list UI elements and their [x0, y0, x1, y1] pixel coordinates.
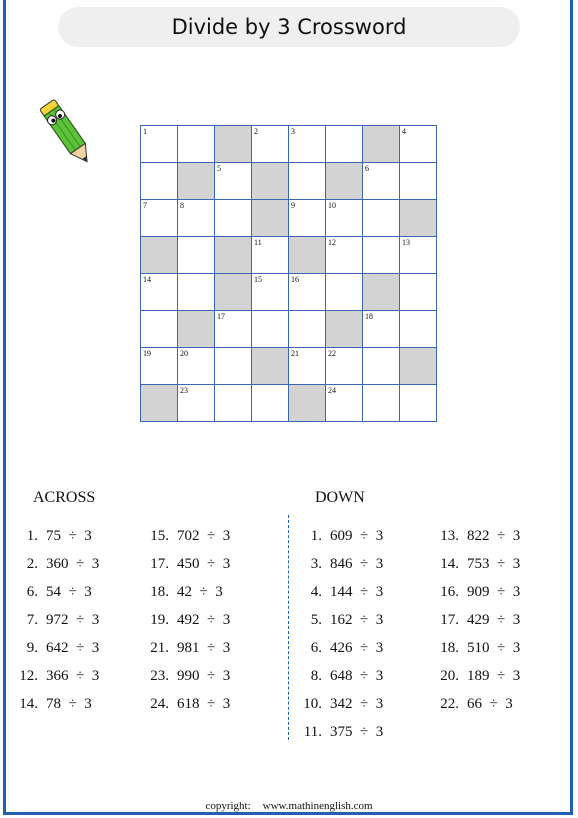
column-divider: [288, 515, 289, 740]
clue-expression: 366 ÷ 3: [46, 668, 100, 684]
clue-number: 20.: [440, 668, 459, 684]
grid-cell[interactable]: [363, 200, 400, 237]
clue-expression: 144 ÷ 3: [330, 584, 384, 600]
cell-number: 7: [143, 201, 147, 210]
clue-expression: 429 ÷ 3: [467, 612, 521, 628]
cell-number: 2: [254, 127, 258, 136]
grid-cell[interactable]: [326, 385, 363, 422]
clue-item: [12, 696, 92, 713]
clue-expression: 618 ÷ 3: [177, 696, 231, 712]
shaded-cell: [400, 200, 437, 237]
clue-number: 14.: [440, 556, 459, 572]
grid-cell[interactable]: [215, 311, 252, 348]
grid-cell[interactable]: [400, 237, 437, 274]
clue-expression: 822 ÷ 3: [467, 528, 521, 544]
clue-number: 12.: [19, 668, 38, 684]
grid-cell[interactable]: [289, 200, 326, 237]
clue-number: 2.: [26, 556, 38, 572]
clue-item: [296, 528, 383, 545]
grid-cell[interactable]: [363, 385, 400, 422]
clue-number: 15.: [150, 528, 169, 544]
clue-number: 1.: [310, 528, 322, 544]
clue-item: [296, 696, 383, 713]
clue-number: 16.: [440, 584, 459, 600]
clue-item: [296, 612, 383, 629]
clue-expression: 342 ÷ 3: [330, 696, 384, 712]
clue-item: [433, 612, 520, 629]
clue-number: 3.: [310, 556, 322, 572]
cell-number: 23: [180, 386, 188, 395]
clue-expression: 909 ÷ 3: [467, 584, 521, 600]
title-bar: [58, 7, 520, 47]
clue-expression: 189 ÷ 3: [467, 668, 521, 684]
shaded-cell: [215, 126, 252, 163]
clue-number: 1.: [26, 528, 38, 544]
clue-item: [143, 640, 230, 657]
grid-cell[interactable]: [141, 348, 178, 385]
clue-number: 6.: [26, 584, 38, 600]
clue-expression: 510 ÷ 3: [467, 640, 521, 656]
clue-number: 10.: [303, 696, 322, 712]
shaded-cell: [326, 163, 363, 200]
grid-cell[interactable]: [400, 126, 437, 163]
clue-number: 5.: [310, 612, 322, 628]
cell-number: 11: [254, 238, 262, 247]
cell-number: 15: [254, 275, 262, 284]
grid-cell[interactable]: [289, 311, 326, 348]
footer: [0, 800, 578, 812]
grid-cell[interactable]: [252, 126, 289, 163]
cell-number: 1: [143, 127, 147, 136]
clue-number: 13.: [440, 528, 459, 544]
clue-number: 23.: [150, 668, 169, 684]
cell-number: 20: [180, 349, 188, 358]
shaded-cell: [252, 200, 289, 237]
clue-item: [433, 640, 520, 657]
grid-cell[interactable]: [141, 200, 178, 237]
clue-item: [12, 640, 99, 657]
cell-number: 16: [291, 275, 299, 284]
clue-item: [296, 556, 383, 573]
grid-cell[interactable]: [141, 274, 178, 311]
grid-cell[interactable]: [215, 200, 252, 237]
grid-cell[interactable]: [178, 385, 215, 422]
clue-number: 9.: [26, 640, 38, 656]
grid-cell[interactable]: [178, 237, 215, 274]
cell-number: 5: [217, 164, 221, 173]
clue-expression: 846 ÷ 3: [330, 556, 384, 572]
grid-cell[interactable]: [215, 348, 252, 385]
clue-expression: 426 ÷ 3: [330, 640, 384, 656]
shaded-cell: [215, 274, 252, 311]
copyright-label: copyright:: [205, 800, 251, 812]
clue-expression: 450 ÷ 3: [177, 556, 231, 572]
clue-item: [433, 528, 520, 545]
clue-item: [12, 528, 92, 545]
grid-cell[interactable]: [400, 311, 437, 348]
across-heading: ACROSS: [33, 489, 96, 506]
grid-cell[interactable]: [178, 348, 215, 385]
grid-cell[interactable]: [141, 311, 178, 348]
clue-expression: 981 ÷ 3: [177, 640, 231, 656]
shaded-cell: [289, 237, 326, 274]
grid-cell[interactable]: [363, 311, 400, 348]
shaded-cell: [141, 237, 178, 274]
shaded-cell: [363, 274, 400, 311]
grid-cell[interactable]: [141, 126, 178, 163]
grid-cell[interactable]: [400, 163, 437, 200]
clue-expression: 42 ÷ 3: [177, 584, 223, 600]
clue-number: 19.: [150, 612, 169, 628]
grid-cell[interactable]: [252, 311, 289, 348]
cell-number: 13: [402, 238, 410, 247]
clue-number: 18.: [150, 584, 169, 600]
cell-number: 6: [365, 164, 369, 173]
shaded-cell: [289, 385, 326, 422]
clue-number: 22.: [440, 696, 459, 712]
down-heading: DOWN: [315, 489, 365, 506]
clue-item: [433, 584, 520, 601]
page-title: Divide by 3 Crossword: [171, 15, 407, 39]
pencil-mascot-icon: [38, 92, 96, 174]
clue-item: [433, 696, 513, 713]
clue-expression: 648 ÷ 3: [330, 668, 384, 684]
shaded-cell: [363, 126, 400, 163]
clue-number: 24.: [150, 696, 169, 712]
clue-number: 6.: [310, 640, 322, 656]
clue-expression: 360 ÷ 3: [46, 556, 100, 572]
clue-expression: 54 ÷ 3: [46, 584, 92, 600]
shaded-cell: [178, 311, 215, 348]
clue-number: 21.: [150, 640, 169, 656]
clue-item: [143, 668, 230, 685]
cell-number: 12: [328, 238, 336, 247]
clue-item: [296, 640, 383, 657]
grid-cell[interactable]: [252, 274, 289, 311]
clue-number: 7.: [26, 612, 38, 628]
grid-cell[interactable]: [363, 237, 400, 274]
clue-number: 4.: [310, 584, 322, 600]
shaded-cell: [215, 237, 252, 274]
clue-expression: 702 ÷ 3: [177, 528, 231, 544]
grid-cell[interactable]: [178, 200, 215, 237]
clue-number: 17.: [150, 556, 169, 572]
clue-expression: 375 ÷ 3: [330, 724, 384, 740]
grid-cell[interactable]: [326, 126, 363, 163]
shaded-cell: [252, 348, 289, 385]
grid-cell[interactable]: [215, 163, 252, 200]
grid-cell[interactable]: [178, 274, 215, 311]
clue-item: [12, 556, 99, 573]
clue-item: [143, 528, 230, 545]
clue-item: [296, 584, 383, 601]
cell-number: 4: [402, 127, 406, 136]
grid-cell[interactable]: [363, 348, 400, 385]
clue-expression: 162 ÷ 3: [330, 612, 384, 628]
clue-item: [143, 696, 230, 713]
clue-item: [143, 612, 230, 629]
clue-expression: 492 ÷ 3: [177, 612, 231, 628]
clue-item: [143, 556, 230, 573]
shaded-cell: [400, 348, 437, 385]
clue-expression: 972 ÷ 3: [46, 612, 100, 628]
grid-cell[interactable]: [289, 163, 326, 200]
clue-number: 8.: [310, 668, 322, 684]
cell-number: 22: [328, 349, 336, 358]
clue-expression: 753 ÷ 3: [467, 556, 521, 572]
cell-number: 24: [328, 386, 336, 395]
cell-number: 14: [143, 275, 151, 284]
grid-cell[interactable]: [178, 126, 215, 163]
shaded-cell: [326, 311, 363, 348]
shaded-cell: [252, 163, 289, 200]
clue-item: [433, 668, 520, 685]
cell-number: 3: [291, 127, 295, 136]
grid-cell[interactable]: [363, 163, 400, 200]
clue-expression: 990 ÷ 3: [177, 668, 231, 684]
clue-expression: 609 ÷ 3: [330, 528, 384, 544]
grid-cell[interactable]: [400, 274, 437, 311]
grid-cell[interactable]: [289, 274, 326, 311]
clue-item: [12, 668, 99, 685]
clue-item: [143, 584, 223, 601]
cell-number: 10: [328, 201, 336, 210]
clue-number: 18.: [440, 640, 459, 656]
shaded-cell: [178, 163, 215, 200]
grid-cell[interactable]: [215, 385, 252, 422]
clue-expression: 75 ÷ 3: [46, 528, 92, 544]
grid-cell[interactable]: [252, 237, 289, 274]
cell-number: 21: [291, 349, 299, 358]
clue-item: [12, 612, 99, 629]
grid-cell[interactable]: [141, 163, 178, 200]
grid-cell[interactable]: [326, 274, 363, 311]
grid-cell[interactable]: [326, 237, 363, 274]
cell-number: 17: [217, 312, 225, 321]
grid-cell[interactable]: [252, 385, 289, 422]
crossword-grid: [140, 125, 437, 422]
clue-expression: 78 ÷ 3: [46, 696, 92, 712]
clue-item: [433, 556, 520, 573]
cell-number: 9: [291, 201, 295, 210]
clue-item: [296, 724, 383, 741]
grid-cell[interactable]: [400, 385, 437, 422]
shaded-cell: [141, 385, 178, 422]
clue-number: 14.: [19, 696, 38, 712]
clue-expression: 66 ÷ 3: [467, 696, 513, 712]
clue-item: [296, 668, 383, 685]
site-link[interactable]: www.mathinenglish.com: [262, 800, 373, 812]
grid-cell[interactable]: [289, 126, 326, 163]
clue-expression: 642 ÷ 3: [46, 640, 100, 656]
grid-cell[interactable]: [289, 348, 326, 385]
cell-number: 19: [143, 349, 151, 358]
cell-number: 8: [180, 201, 184, 210]
grid-cell[interactable]: [326, 348, 363, 385]
clue-item: [12, 584, 92, 601]
cell-number: 18: [365, 312, 373, 321]
grid-cell[interactable]: [326, 200, 363, 237]
clue-number: 17.: [440, 612, 459, 628]
clue-number: 11.: [303, 724, 322, 740]
